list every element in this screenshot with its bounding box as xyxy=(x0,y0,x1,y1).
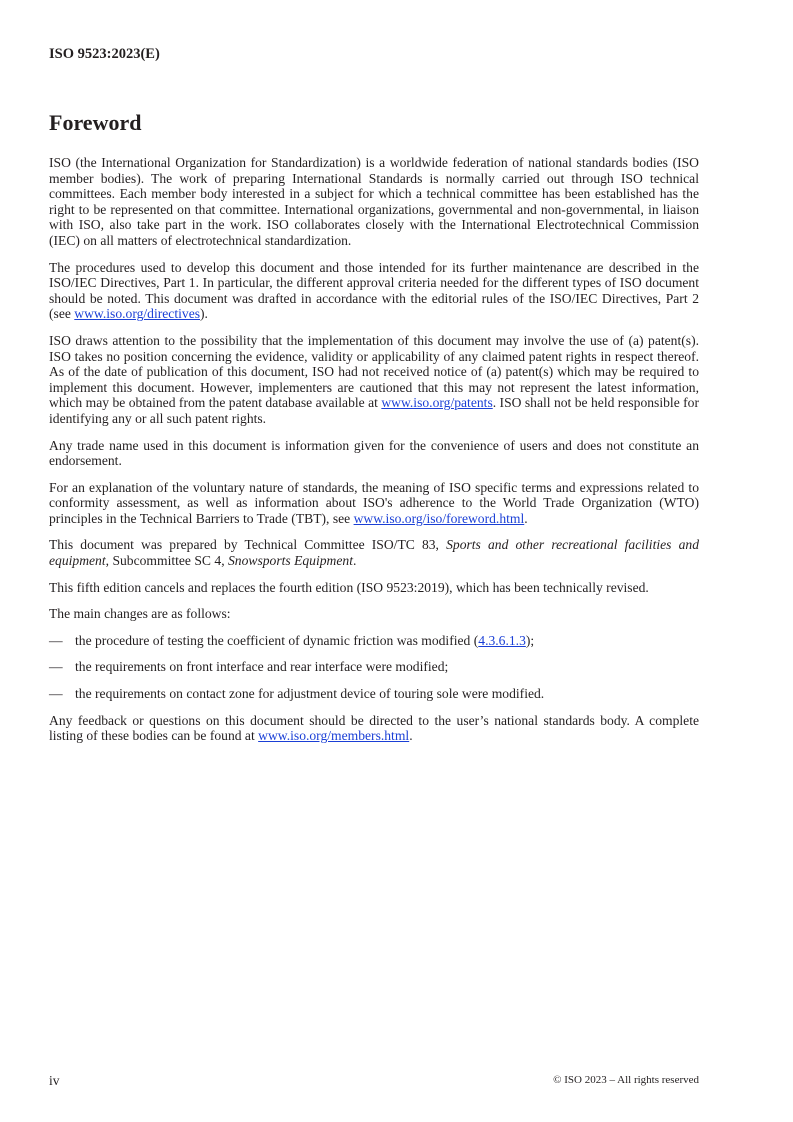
text: . ISO shall not be held responsible for identifying any or all such patent rights. xyxy=(49,395,699,426)
text: . xyxy=(409,728,413,744)
paragraph-procedures xyxy=(49,260,699,322)
page-title: Foreword xyxy=(49,110,142,135)
text: The procedures used to develop this document and those intended for its further maintenance are described in the ISO/IEC Directives, Part 1. In particular, the different approval criteria needed for the different types of ISO document should be noted. This document was drafted in accordance with the editorial rules of the ISO/IEC Directives, Part 2 (see xyxy=(49,259,699,322)
text: the procedure of testing the coefficient of dynamic friction was modified ( xyxy=(75,632,479,648)
page-number: iv xyxy=(49,1073,60,1088)
text: , Subcommittee SC 4, xyxy=(105,553,228,569)
copyright-notice: © ISO 2023 – All rights reserved xyxy=(553,1074,699,1086)
text: the requirements on front interface and rear interface were modified; xyxy=(75,659,449,675)
subcommittee-title: Snowsports Equipment xyxy=(227,553,353,569)
dash-bullet: — xyxy=(49,632,63,648)
text: the requirements on contact zone for adjustment device of touring sole were modified. xyxy=(75,686,545,702)
dash-bullet: — xyxy=(49,659,63,675)
document-id-header: ISO 9523:2023(E) xyxy=(49,46,160,62)
text: This document was prepared by Technical Committee ISO/TC 83, xyxy=(49,537,447,553)
text: . xyxy=(352,553,357,569)
dash-bullet: — xyxy=(49,686,63,702)
members-link[interactable]: www.iso.org/members.html xyxy=(258,728,410,744)
list-item xyxy=(49,633,699,649)
text: For an explanation of the voluntary nature of standards, the meaning of ISO specific terms and expressions related to conformity assessment, as well as information about ISO's adherence to the World Trade Organization (WTO) principles in the Technical Barriers to Trade (TBT), see xyxy=(49,479,699,526)
paragraph-committee xyxy=(49,537,699,568)
paragraph-voluntary xyxy=(49,480,699,527)
text: ). xyxy=(200,306,208,322)
paragraph-trade-name: Any trade name used in this document is information given for the convenience of users and does not constitute an endorsement. xyxy=(49,437,699,469)
paragraph-edition: This fifth edition cancels and replaces the fourth edition (ISO 9523:2019), which has been technically revised. xyxy=(49,579,649,595)
paragraph-patents xyxy=(49,333,699,427)
text: Any feedback or questions on this document should be directed to the user’s national standards body. A complete listing of these bodies can be found at xyxy=(49,712,699,744)
text: ISO draws attention to the possibility that the implementation of this document may involve the use of (a) patent(s). ISO takes no position concerning the evidence, validity or applicability of any claimed patent rights in respect thereof. As of the date of publication of this document, ISO had not received notice of (a) patent(s) which may be required to implement this document. However, implementers are cautioned that this may not represent the latest information, which may be obtained from the patent database available at xyxy=(49,332,699,411)
text: . xyxy=(524,510,528,526)
foreword-link[interactable]: www.iso.org/iso/foreword.html xyxy=(353,510,525,526)
committee-title: Sports and other recreational facilities and equipment xyxy=(49,537,699,569)
list-item xyxy=(49,686,699,702)
paragraph-iso-intro: ISO (the International Organization for Standardization) is a worldwide federation of national standards bodies (ISO member bodies). The work of preparing International Standards is normally carried out through ISO technical committees. Each member body interested in a subject for which a technical committee has been established has the right to be represented on that committee. International organizations, governmental and non-governmental, in liaison with ISO, also take part in the work. ISO collaborates closely with the International Electrotechnical Commission (IEC) on all matters of electrotechnical standardization. xyxy=(49,155,699,248)
directives-link[interactable]: www.iso.org/directives xyxy=(74,306,201,322)
patents-link[interactable]: www.iso.org/patents xyxy=(381,395,493,411)
paragraph-feedback xyxy=(49,713,699,744)
text: ); xyxy=(525,632,535,648)
clause-link[interactable]: 4.3.6.1.3 xyxy=(478,632,526,648)
paragraph-changes-intro: The main changes are as follows: xyxy=(49,606,231,622)
foreword-body xyxy=(49,155,699,755)
list-item xyxy=(49,659,699,675)
